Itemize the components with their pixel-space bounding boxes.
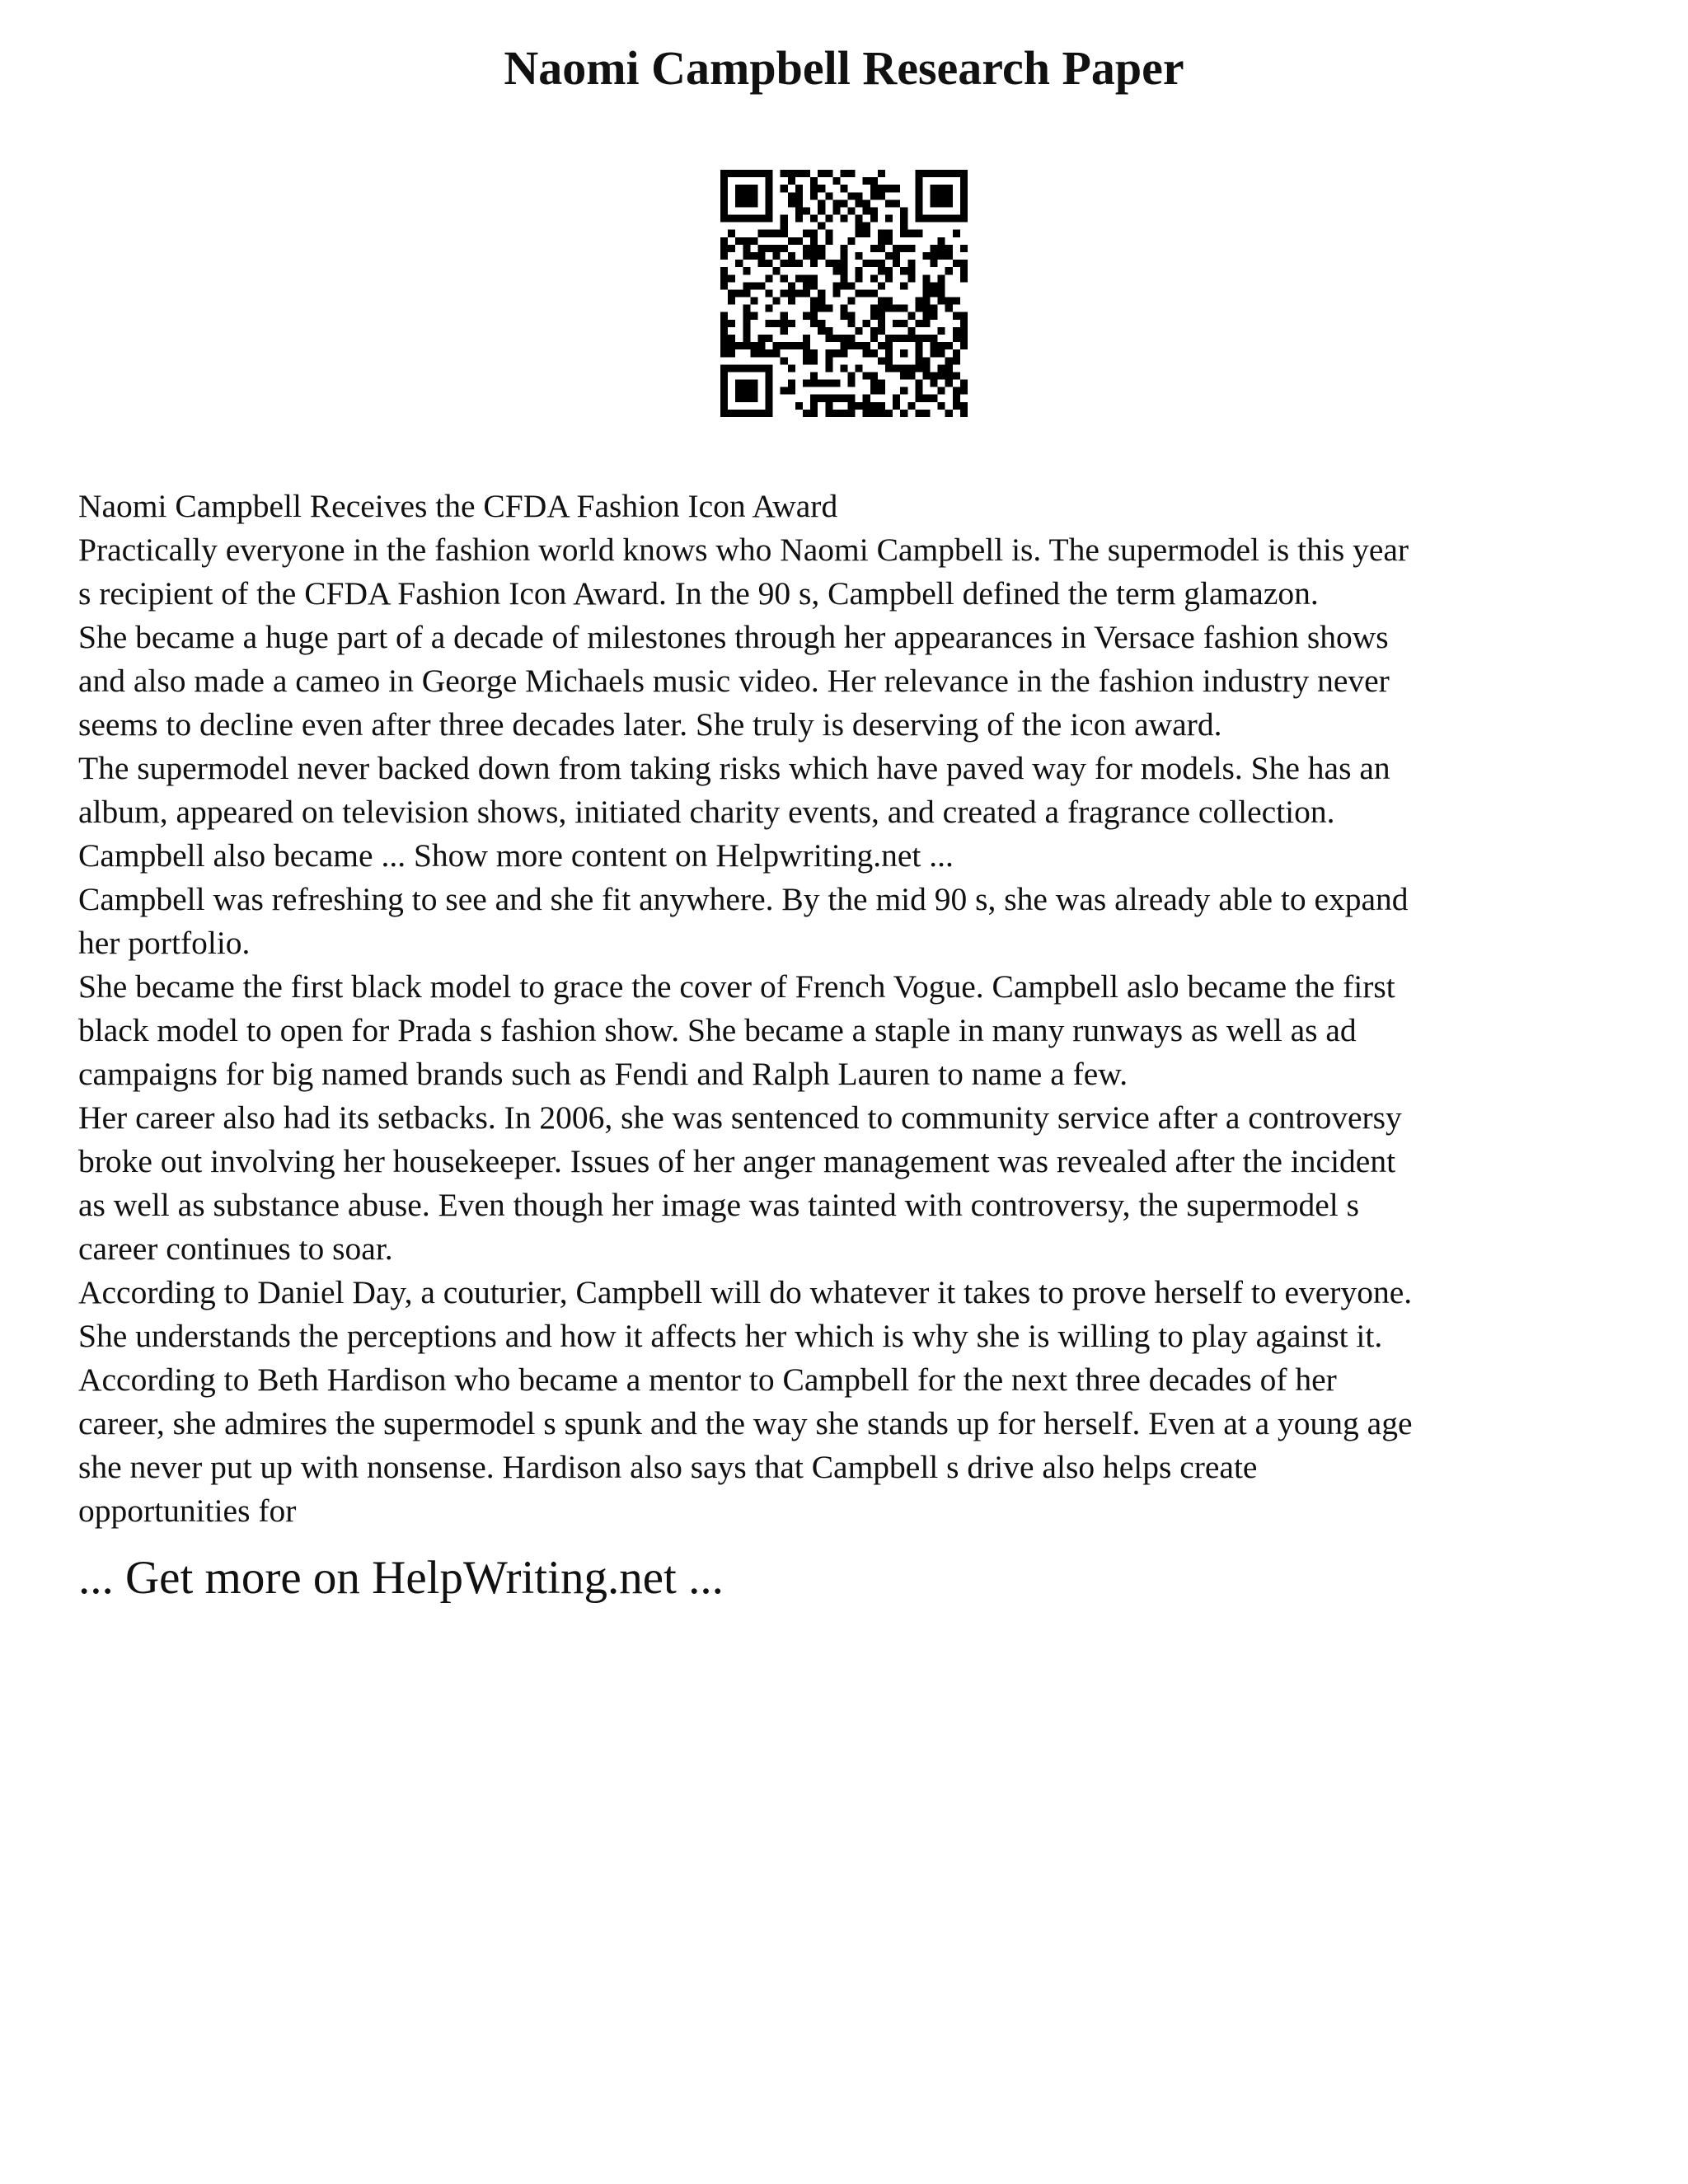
body-line: seems to decline even after three decades later. She truly is deserving of the icon award. xyxy=(78,706,1222,743)
body-line: she never put up with nonsense. Hardison also says that Campbell s drive also helps create xyxy=(78,1449,1258,1485)
body-line: She became the first black model to grace the cover of French Vogue. Campbell aslo became the first xyxy=(78,968,1395,1005)
page-title: Naomi Campbell Research Paper xyxy=(504,41,1184,95)
article-body xyxy=(78,485,1628,1533)
body-line: Naomi Campbell Receives the CFDA Fashion Icon Award xyxy=(78,488,838,524)
body-line: Campbell also became ... Show more content on Helpwriting.net ... xyxy=(78,837,954,874)
body-line: The supermodel never backed down from taking risks which have paved way for models. She has an xyxy=(78,750,1390,786)
body-line: According to Daniel Day, a couturier, Campbell will do whatever it takes to prove herself to everyone. xyxy=(78,1274,1413,1310)
qr-code-graphic xyxy=(720,170,968,417)
body-line: career, she admires the supermodel s spunk and the way she stands up for herself. Even at a young age xyxy=(78,1405,1413,1441)
body-line: broke out involving her housekeeper. Issues of her anger management was revealed after the incident xyxy=(78,1143,1396,1179)
body-line: According to Beth Hardison who became a mentor to Campbell for the next three decades of her xyxy=(78,1361,1337,1398)
qr-code xyxy=(720,170,968,417)
body-line: as well as substance abuse. Even though her image was tainted with controversy, the supermodel s xyxy=(78,1187,1359,1223)
body-line: She became a huge part of a decade of milestones through her appearances in Versace fashion shows xyxy=(78,619,1389,655)
body-line: Practically everyone in the fashion world knows who Naomi Campbell is. The supermodel is this year xyxy=(78,532,1409,568)
body-line: her portfolio. xyxy=(78,925,251,961)
body-line: and also made a cameo in George Michaels music video. Her relevance in the fashion industry never xyxy=(78,663,1390,699)
body-line: opportunities for xyxy=(78,1493,297,1529)
body-line: s recipient of the CFDA Fashion Icon Award. In the 90 s, Campbell defined the term glamazon. xyxy=(78,575,1319,612)
body-line: album, appeared on television shows, initiated charity events, and created a fragrance collection. xyxy=(78,794,1335,830)
body-line: Her career also had its setbacks. In 2006, she was sentenced to community service after a controversy xyxy=(78,1099,1402,1136)
get-more-link[interactable]: ... Get more on HelpWriting.net ... xyxy=(78,1552,724,1604)
body-line: career continues to soar. xyxy=(78,1230,393,1267)
body-line: Campbell was refreshing to see and she fit anywhere. By the mid 90 s, she was already able to expand xyxy=(78,881,1409,917)
body-line: campaigns for big named brands such as Fendi and Ralph Lauren to name a few. xyxy=(78,1056,1128,1092)
body-line: She understands the perceptions and how it affects her which is why she is willing to play against it. xyxy=(78,1318,1383,1354)
body-line: black model to open for Prada s fashion show. She became a staple in many runways as well as ad xyxy=(78,1012,1357,1048)
